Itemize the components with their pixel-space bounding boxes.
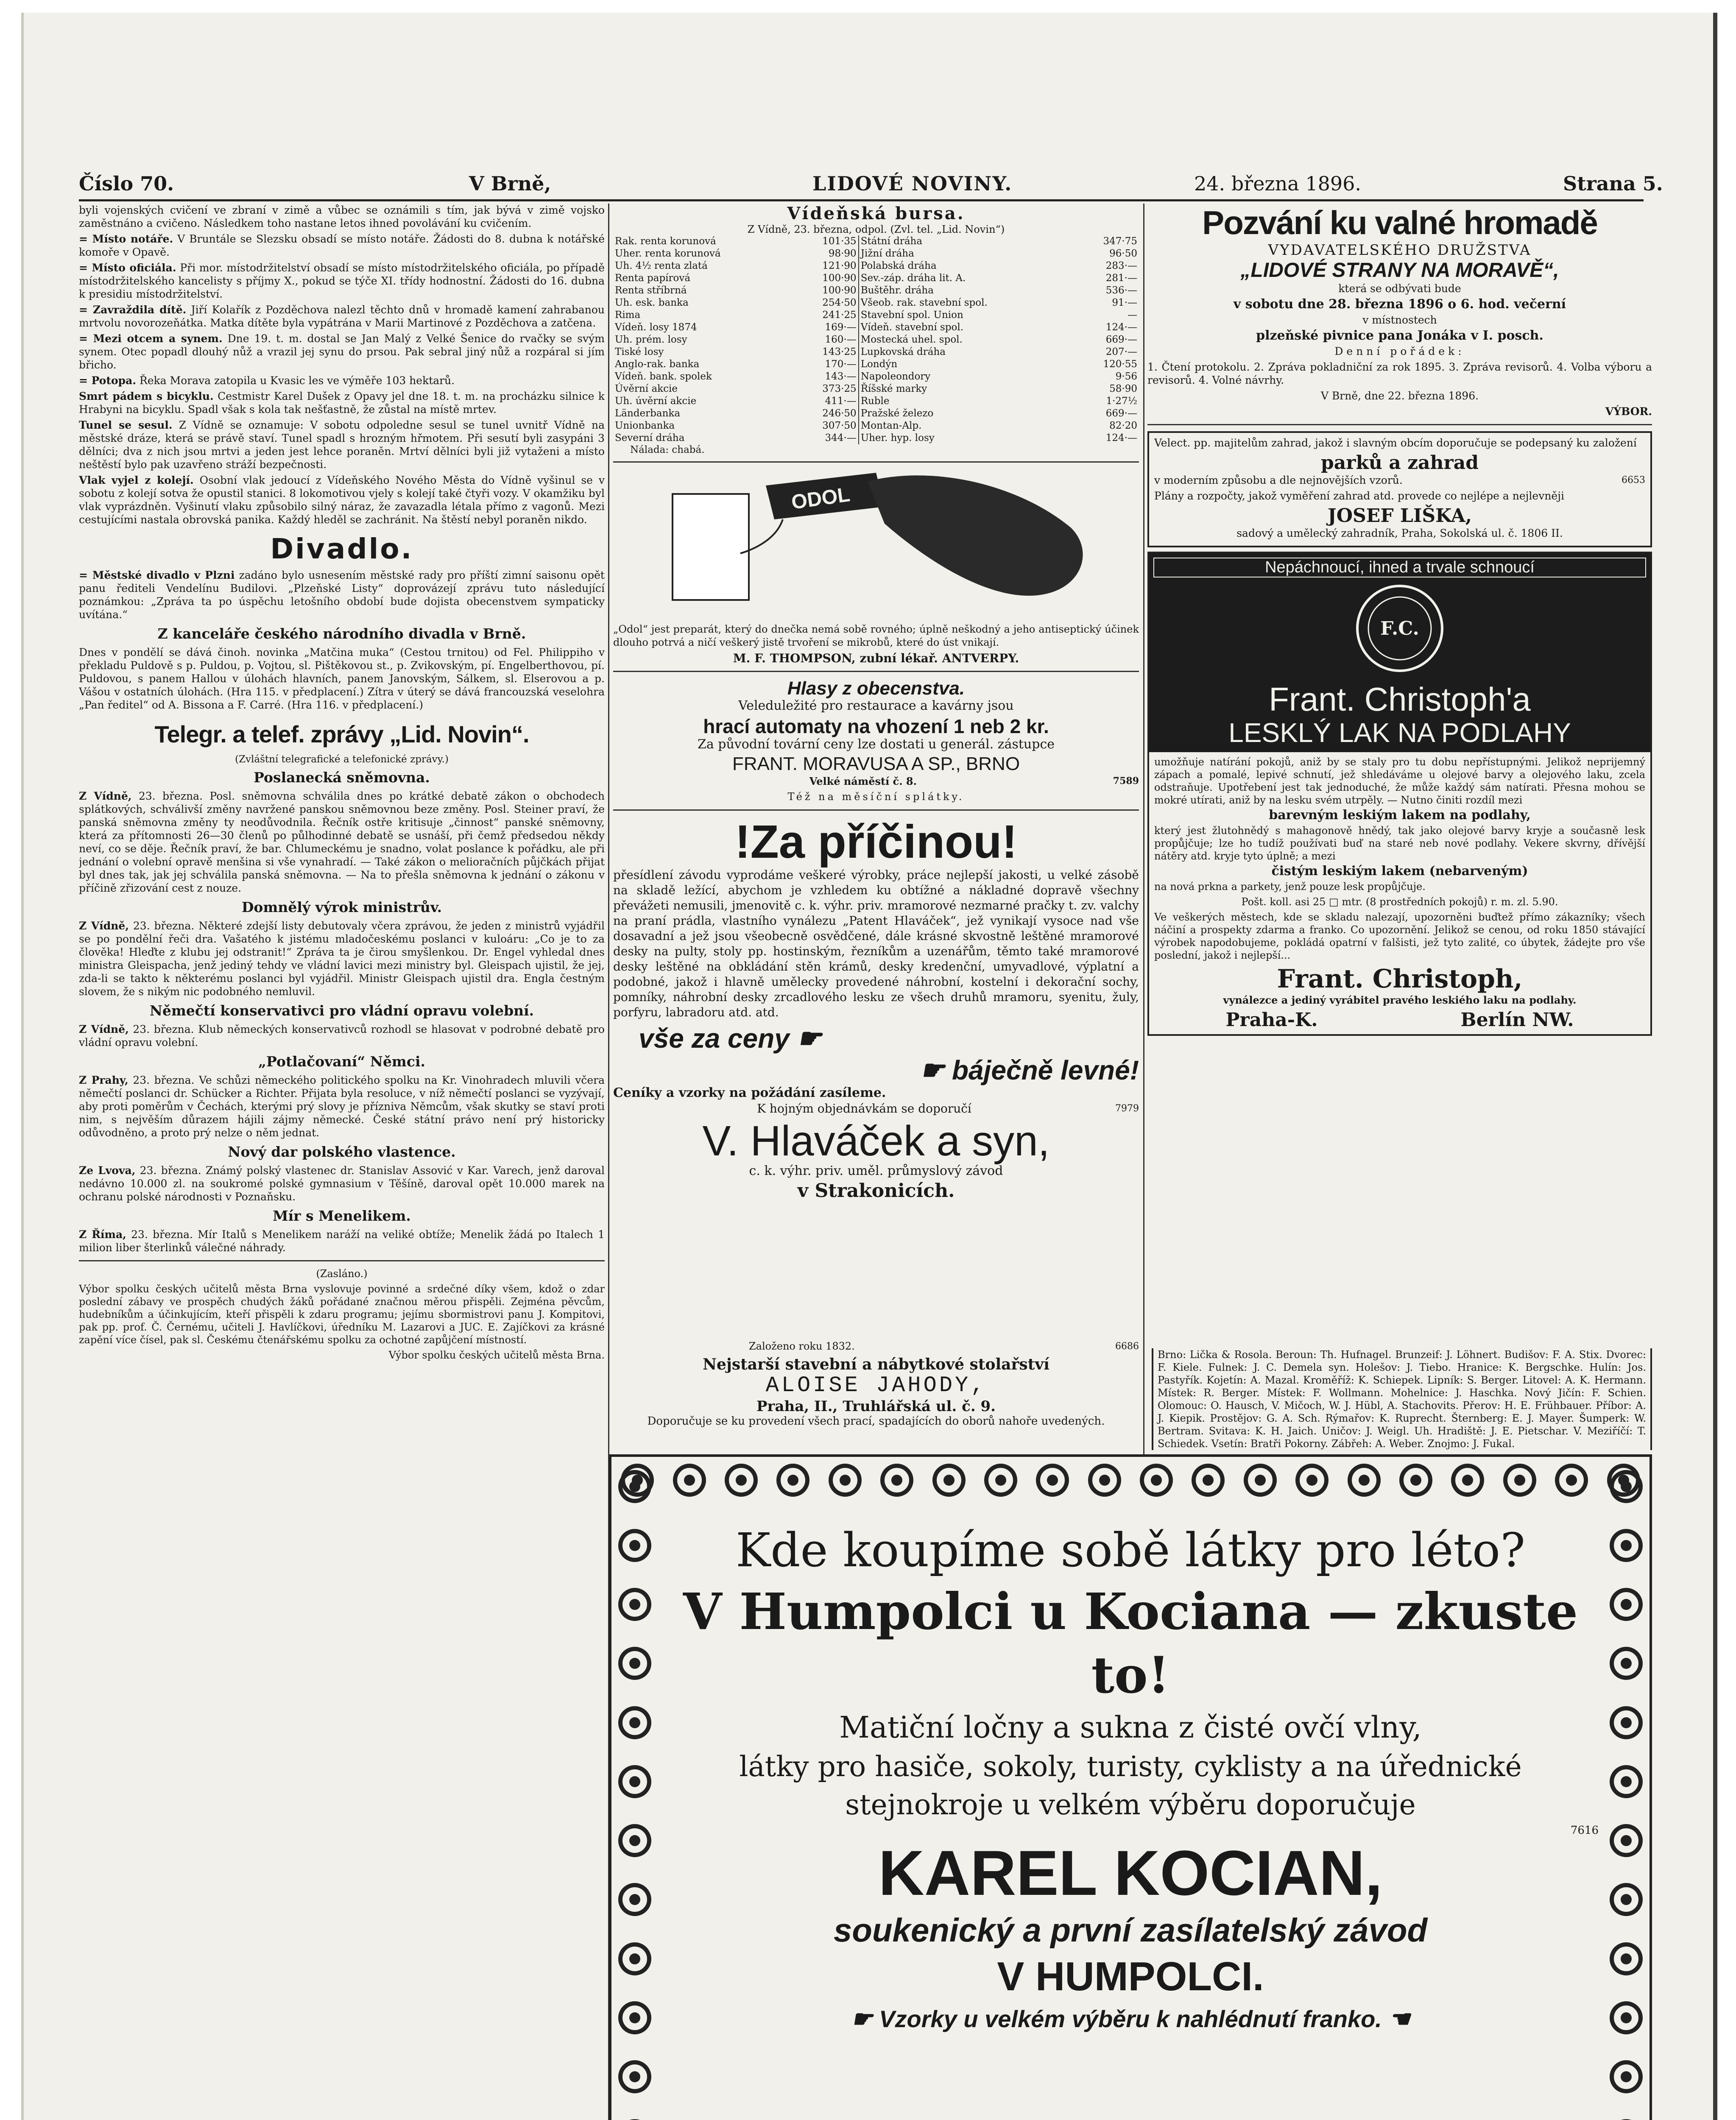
- liska-line1: Velect. pp. majitelům zahrad, jakož i slavným obcím doporučuje se podepsaný ku založení: [1154, 437, 1637, 449]
- odol-signature: M. F. THOMPSON, zubní lékař. ANTVERPY.: [733, 651, 1019, 665]
- bourse-value: 411·—: [795, 395, 858, 407]
- odol-text: „Odol“ jest preparát, který do dnečka nemá sobě rovného; úplně neškodný a jeho antiseptický účinek dlouho potrvá a ničí veškerý jistě trvoření se mikrobů, které do úst vnikají.: [613, 623, 1139, 648]
- bourse-name: Stavební spol. Union: [860, 310, 963, 321]
- pozvani-title: Pozvání ku valné hromadě: [1202, 204, 1597, 241]
- section-heading: Z kanceláře českého národního divadla v Brně.: [157, 625, 526, 642]
- christoph-city-1: Praha-K.: [1225, 1009, 1318, 1031]
- bourse-block: [613, 204, 1139, 455]
- christoph-firm-desc: vynálezce a jediný vyrábitel pravého leskiého laku na podlahy.: [1223, 994, 1577, 1006]
- bourse-name: Ruble: [860, 396, 890, 407]
- bourse-name: Sev.-záp. dráha lit. A.: [860, 273, 966, 284]
- pointing-hand-icon: ☛: [851, 2006, 873, 2032]
- kocian-line7: Vzorky u velkém výběru k nahlédnutí franko.: [879, 2006, 1382, 2032]
- news-item: Tunel se sesul. Z Vídně se oznamuje: V sobotu odpoledne sesul se tunel uvnitř Vídně na městské dráze, která se právě staví. Tunel spadl s hrozným hřmotem. Při sesutí byli zasypáni 3 dělníci; dva z nich jsou mrtvi a jeden jest lehce poraněn. Mrtví dělníci byli již vytaženi a místo neštěstí bylo pak uzavřeno stráží bezpečnosti.: [79, 419, 605, 471]
- header-rule: [79, 199, 1644, 201]
- svg-text:F.C.: F.C.: [1380, 618, 1419, 639]
- hlasy-line3: Za původní tovární ceny lze dostati u generál. zástupce: [697, 737, 1055, 752]
- divadlo-heading: Divadlo.: [270, 533, 413, 565]
- bourse-subtitle: Z Vídně, 23. března, odpol. (Zvl. tel. „Lid. Novin“): [747, 223, 1005, 235]
- news-item: Ze Lvova, 23. března. Známý polský vlastenec dr. Stanislav Assović v Kar. Varech, jenž daroval nedávno 10.000 zl. na soukromé polské gymnasium v Těšíně, daroval opět 10.000 marek na ochranu polské národnosti v Poznaňsku.: [79, 1164, 605, 1203]
- bourse-name: Polabská dráha: [860, 260, 937, 271]
- bourse-value: 669·—: [1105, 334, 1137, 345]
- bourse-name: Uh. esk. banka: [615, 297, 689, 308]
- bourse-value: 96·50: [1109, 248, 1137, 259]
- bourse-name: Renta stříbrná: [615, 285, 687, 296]
- news-title: = Potopa.: [79, 374, 137, 387]
- bourse-row: [613, 321, 1139, 334]
- kocian-name: KAREL KOCIAN,: [878, 1837, 1383, 1908]
- newspaper-page: [21, 13, 1717, 2120]
- hlasy-headline: hrací automaty na vhození 1 neb 2 kr.: [703, 715, 1049, 737]
- odol-ad: [613, 469, 1139, 665]
- section-heading: Mír s Menelikem.: [273, 1208, 411, 1224]
- bourse-value: 100·90: [795, 272, 858, 285]
- ornament-border-top: [611, 1457, 1649, 1504]
- bourse-value: 536·—: [1105, 285, 1137, 296]
- zaslano-text: Výbor spolku českých učitelů města Brna vyslovuje povinné a srdečné díky všem, kdož o zdar poslední zábavy ve prospěch chudých žáků pořádané značnou měrou přispěli. Zejména pěvcům, hudebníkům a účinkujícím, kteří přispěli k zdaru programu; jejímu sbormistrovi panu J. Kompitovi, pak pp. prof. Č. Černému, učiteli J. Havlíčkovi, úředníku M. Lazarovi a JUC. E. Zajíčkovi za krásné zapění více čísel, pak sl. Českému čtenářskému spolku za ochotné zapůjčení místností.: [79, 1283, 605, 1346]
- jahoda-name: ALOISE JAHODY,: [765, 1373, 987, 1398]
- christoph-text6: Pošt. koll. asi 25 □ mtr. (8 prostředních pokojů) r. m. zl. 5.90.: [1241, 896, 1558, 908]
- ad-number: 7979: [1115, 1103, 1139, 1114]
- news-item: Z Vídně, 23. března. Některé zdejší listy debutovaly včera zprávou, že jeden z ministrů vyjádřil se po pondělní řeči dra. Vašatého k jistému mladočeskému poslanci v kuloáru: „Co je to za člověka! Hleďte z klubu jej odstranit!“ Zpráva ta je čirou smyšlenkou. Dr. Engel vyhledal dnes ministra Gleispacha, jenž jediný tehdy ve vládní lavici mezi ministry byl. Gleispach ujistil, že jej, zda-li se takto k některému poslanci byl vyjádřil. Ministr Gleispach ujistil dra. Engla čestným slovem, že s nikým nic podobného nemluvil.: [79, 920, 605, 998]
- divider: [79, 1260, 605, 1261]
- hlasy-ad: [613, 678, 1139, 803]
- jahoda-line1: Nejstarší stavební a nábytkové stolařství: [703, 1356, 1049, 1373]
- christoph-text7: Ve veškerých městech, kde se skladu nalezají, upozorněni buďtež přímo zákazníky; všech náčiní a prospekty zdarma a franko. Co upozornění. Jelikož se cenou, od roku 1850 stávající výrobek napodobujeme, pokládá opatrní v falšisti, jež tyto zalité, co úbytek, žádejte pro vše poslední, jakož i nejlepší...: [1154, 911, 1645, 961]
- pozvani-ad: [1147, 204, 1652, 418]
- bourse-row: [613, 248, 1139, 260]
- christoph-banner: Nepáchnoucí, ihned a trvale schnoucí: [1153, 558, 1646, 577]
- hlavacek-title: !Za příčinou!: [734, 816, 1018, 868]
- pozvani-line2: v sobotu dne 28. března 1896 o 6. hod. večerní: [1233, 297, 1566, 312]
- news-item: Dnes v pondělí se dává činoh. novinka „Matčina muka“ (Cestou trnitou) od Fel. Philippiho v překladu Puldově s p. Puldou, p. Vojtou, sl. Pištěkovou st., p. Zvikovským, pí. Engelberthovou, pí. Puldovou, s panem Hallou v úlohách hlavních, panem Janovským, Sálkem, sl. Elserovou a p. Vášou v ostatních úlohách. (Hra 115. v předplacení.) Zítra v úterý se dává francouzská veselohra „Pan ředitel“ od A. Bissona a F. Carré. (Hra 116. v předplacení.): [79, 646, 605, 711]
- hlasy-small: Též na měsíční splátky.: [787, 791, 965, 803]
- christoph-firm: Frant. Christoph,: [1277, 964, 1523, 994]
- news-item: Vlak vyjel z kolejí. Osobní vlak jedoucí z Vídeňského Nového Města do Vídně vyšinul se v sobotu z kolejí sotva že opustil stanici. 8 lokomotivou vjely s kolejí také čtyři vozy. V okamžiku byl vlak vyprázdněn. Vyšinutí vlaku způsobilo silný náraz, že zavazadla létala přímo z vagonů. Mezi cestujícími nastala obrovská panika. Každý hleděl se zachránit. Na štěstí nebyl poraněn nikdo.: [79, 474, 605, 526]
- pozvani-line4: plzeňské pivnice pana Jonáka v I. posch.: [1256, 328, 1543, 343]
- column-rule-2: [1143, 204, 1144, 1454]
- news-item: Z Říma, 23. března. Mír Italů s Menelikem naráží na veliké obtíže; Menelik žádá po Italech 1 milion liber šterlinků válečné náhrady.: [79, 1228, 605, 1254]
- seal-icon: [1345, 577, 1455, 679]
- bourse-value: 98·90: [795, 248, 858, 260]
- news-item: = Místo oficiála. Při mor. místodržitelství obsadí se místo místodržitelského oficiála, po případě místodržitelského kancelisty s příjmy X., pokud se týče XI. třídy hodnostní. Žádosti do 16. dubna k presidiu místodržitelství.: [79, 262, 605, 300]
- liska-name: JOSEF LIŠKA,: [1327, 505, 1472, 527]
- news-title: = Mezi otcem a synem.: [79, 332, 223, 345]
- bourse-mood: Nálada: chabá.: [630, 444, 705, 455]
- bourse-name: Vídeň. losy 1874: [615, 322, 697, 333]
- liska-address: sadový a umělecký zahradník, Praha, Sokolská ul. č. 1806 II.: [1236, 527, 1563, 539]
- bourse-value: 373·25: [795, 383, 858, 395]
- news-title: Tunel se sesul.: [79, 419, 173, 431]
- glass-icon: [673, 494, 749, 600]
- bourse-name: Uh. úvěrní akcie: [615, 396, 697, 407]
- liska-headline: parků a zahrad: [1320, 452, 1479, 474]
- bourse-value: 207·—: [1105, 346, 1137, 357]
- place: V Brně,: [469, 172, 551, 195]
- news-item: = Potopa. Řeka Morava zatopila u Kvasic les ve výměře 103 hektarů.: [79, 374, 455, 387]
- bourse-name: Říšské marky: [860, 383, 927, 394]
- liska-ad: [1147, 431, 1652, 547]
- pozvani-program: 1. Čtení protokolu. 2. Zpráva pokladniční za rok 1895. 3. Zpráva revisorů. 4. Volba výboru a revisorů. 4. Volné návrhy.: [1147, 361, 1652, 386]
- kocian-ad: [609, 1454, 1652, 2120]
- kocian-line6: soukenický a první zasílatelský závod: [833, 1911, 1428, 1949]
- section-heading: Nový dar polského vlastence.: [228, 1144, 456, 1160]
- bourse-row: [613, 260, 1139, 272]
- bourse-value: 307·50: [795, 420, 858, 432]
- bourse-value: 120·55: [1103, 359, 1137, 370]
- hlavacek-ad: [613, 817, 1139, 1202]
- page-number: Strana 5.: [1563, 172, 1663, 195]
- bourse-value: 100·90: [795, 285, 858, 297]
- bourse-name: Uher. hyp. losy: [860, 432, 935, 444]
- telegr-heading: Telegr. a telef. zprávy „Lid. Novin“.: [154, 721, 529, 748]
- hlavacek-hojnym: K hojným objednávkám se doporučí: [757, 1102, 971, 1116]
- bourse-row: [613, 432, 1139, 444]
- bourse-name: Státní dráha: [860, 236, 923, 247]
- issue-number: Číslo 70.: [79, 172, 174, 195]
- bourse-value: 281·—: [1105, 273, 1137, 284]
- bourse-row: [613, 383, 1139, 395]
- christoph-text5: na nová prkna a parkety, jenž pouze lesk propůjčuje.: [1154, 881, 1426, 893]
- bourse-row: [613, 297, 1139, 309]
- jahoda-address: Praha, II., Truhlářská ul. č. 9.: [756, 1398, 996, 1415]
- zaslano-sign: Výbor spolku českých učitelů města Brna.: [388, 1349, 605, 1361]
- bourse-value: 101·35: [795, 235, 858, 248]
- telegr-subheading: (Zvláštní telegrafické a telefonické zprávy.): [235, 754, 449, 765]
- ads-column-right: [1147, 204, 1652, 1454]
- bourse-value: 169·—: [795, 321, 858, 334]
- bourse-name: Severní dráha: [615, 432, 685, 444]
- bourse-name: Renta papírová: [615, 273, 691, 284]
- bourse-row: [613, 309, 1139, 321]
- pozvani-org2: „LIDOVÉ STRANY NA MORAVĚ“,: [1240, 259, 1559, 282]
- kocian-line2: V Humpolci u Kociana — zkuste to!: [683, 1582, 1578, 1704]
- bourse-value: 170·—: [795, 358, 858, 371]
- hlavacek-firm: V. Hlaváček a syn,: [702, 1117, 1050, 1165]
- bourse-name: Tiské losy: [615, 346, 664, 357]
- news-item: Z Vídně, 23. března. Posl. sněmovna schválila dnes po krátké debatě zákon o obchodech splátkových, schválivší změny navržené panskou sněmovnou beze změny. Posl. Steiner praví, že panská sněmovna změny ty neodůvodnila. Řečník ostře kritisuje „činnost“ panské sněmovny, která za přítomnosti 26—30 členů po půlhodinné debatě se usnáší, při čemž předsedou někdy neví, co se děje. Řečník praví, že bar. Chlumeckému je snadno, volat poslance k pořádku, ale při jednání o volební opravě menšina si vše vynahradí. — Také zákon o melioračních půjčkách přijat byl dnes tak, jak jej schválila panská sněmovna. — Na to přešla sněmovna k jednání o zákonu v příčině zřizování cest z nouze.: [79, 790, 605, 894]
- bourse-row: [613, 395, 1139, 407]
- hlavacek-text: přesídlení závodu vyprodáme veškeré výrobky, práce nejlepší jakosti, u velké zásobě na skladě ležící, abychom je vzhledem ku obtížné a nákladné dopravě všechny převážeti nemusili, jmenovitě c. k. výhr. priv. mramorové nezmarné pračky t. zv. valchy na praní prádla, vlastního vynálezu „Patent Hlaváček“, jež vynikají vysoce nad vše dosavadní a jež jsou všeobecně osvědčené, dále krásné skvostně leštěné mramorové desky na pulty, stoly pp. hostinským, řezníkům a uzenářům, těmto také mramorové desky leštěné na obkládání stěn krámů, desky kredenční, umyvadlové, výplatní a podobné, jakož i hlavně umělecky provedené náhrobní, kostelní i dekorační sochy, pomníky, náhrobní desky zrcadlového lesku ze všech druhů mramoru, syenitu, žuly, porfyru, labradoru atd. atd.: [613, 868, 1139, 1019]
- news-item: = Mezi otcem a synem. Dne 19. t. m. dostal se Jan Malý z Velké Šenice do rvačky se svým synem. Otec popadl dlouhý nůž a vrazil jej synu do prsou. Pak sebral jiný nůž a rozpáral si jím břicho.: [79, 332, 605, 371]
- bourse-name: Napoleondory: [860, 371, 931, 382]
- kocian-line3: Matiční ločny a sukna z čisté ovčí vlny,: [839, 1710, 1422, 1745]
- divider: [613, 809, 1139, 811]
- bourse-value: 160·—: [795, 334, 858, 346]
- bourse-name: Mostecká uhel. spol.: [860, 334, 963, 345]
- bourse-value: 82·20: [1109, 420, 1137, 431]
- paper-title: LIDOVÉ NOVINY.: [812, 172, 1013, 195]
- divider: [613, 671, 1139, 672]
- christoph-text2: barevným leskiým lakem na podlahy,: [1269, 808, 1531, 823]
- bourse-name: Rak. renta korunová: [615, 236, 716, 247]
- bourse-name: Všeob. rak. stavební spol.: [860, 297, 988, 308]
- pozvani-org1: VYDAVATELSKÉHO DRUŽSTVA: [1268, 242, 1532, 259]
- bourse-name: Unionbanka: [615, 420, 675, 431]
- bourse-value: 241·25: [795, 309, 858, 321]
- kocian-line1: Kde koupíme sobě látky pro léto?: [735, 1523, 1526, 1577]
- news-item: Smrt pádem s bicyklu. Cestmistr Karel Dušek z Opavy jel dne 18. t. m. na procházku silnice k Hrabyni na bicyklu. Spadl však s kola tak nešťastně, že zůstal na místě mrtev.: [79, 390, 605, 416]
- christoph-text1: umožňuje natírání pokojů, aniž by se staly pro tu dobu nepřístupnými. Jelikož neprijemný zápach a pomalé, lepivé schnutí, jež shledáváme u olejové barvy a olejového laku, zcela odstraňuje. Upotřebení jest tak jednoduché, že může každý sám natírati. Přesna mohou se mokré utírati, aniž by na lesku svém utrpěly. — Nutno činiti rozdíl mezi: [1154, 756, 1645, 806]
- pointing-hand-icon: ☚: [1388, 2006, 1410, 2032]
- hlavacek-desc: c. k. výhr. priv. uměl. průmyslový závod: [749, 1163, 1003, 1178]
- bourse-row: [613, 371, 1139, 383]
- section-heading: Domnělý výrok ministrův.: [241, 899, 442, 915]
- ad-number: 6686: [1115, 1341, 1139, 1352]
- section-heading: Poslanecká sněmovna.: [254, 769, 430, 786]
- ad-number: 7589: [1113, 775, 1139, 787]
- news-item: Z Vídně, 23. března. Klub německých konservativců rozhodl se hlasovat v podrobné debatě pro vládní opravu volební.: [79, 1023, 605, 1049]
- bourse-value: —: [1128, 310, 1137, 321]
- bourse-name: Jižní dráha: [860, 248, 914, 259]
- news-title: Smrt pádem s bicyklu.: [79, 390, 214, 402]
- hlasy-firm: FRANT. MORAVUSA A SP., BRNO: [732, 753, 1020, 774]
- news-title: = Zavraždila dítě.: [79, 304, 187, 316]
- bourse-title: Vídeňská bursa.: [787, 204, 965, 223]
- intro-paragraph: byli vojenských cvičení ve zbraní v zimě a vůbec se oznámili s tím, jak bývá v zimě vojsko zaměstnáno a cvičeno. Následkem toho nastane letos ihned povolávání ku cvičením.: [79, 204, 605, 229]
- kocian-line5: stejnokroje u velkém výběru doporučuje: [845, 1788, 1416, 1821]
- bourse-row: [613, 358, 1139, 371]
- bourse-row: [613, 272, 1139, 285]
- news-item: = Městské divadlo v Plzni zadáno bylo usnesením městské rady pro příští zimní saisonu opět panu řediteli Vendelínu Budilovi. „Plzeňské Listy“ doprovázejí zprávu tuto následující poznámkou: „Zpráva ta po úspěchu letošního období bude dojista obecenstvem sympaticky uvítána.“: [79, 569, 605, 621]
- bourse-value: 143·—: [795, 371, 858, 383]
- hlasy-title: Hlasy z obecenstva.: [787, 678, 965, 699]
- bourse-row: [613, 420, 1139, 432]
- bourse-name: Buštěhr. dráha: [860, 285, 934, 296]
- christoph-text3: který jest žlutohnědý s mahagonově hnědý, tak jako olejové barvy kryje a současně lesk propůjčuje; lze ho tudíž používati buď na staré neb nové podlahy. Vekere skvrny, dřívější nátěry atd. kryje tyto úplně; a mezi: [1154, 825, 1645, 862]
- bourse-name: Vídeň. bank. spolek: [615, 371, 712, 382]
- christoph-text4: čistým leskiým lakem (nebarveným): [1271, 864, 1528, 879]
- kocian-line4: látky pro hasiče, sokoly, turisty, cyklisty a na úřednické: [739, 1750, 1522, 1783]
- pozvani-program-title: Denní pořádek:: [1334, 345, 1465, 357]
- christoph-depots: Brno: Lička & Rosola. Beroun: Th. Hufnagel. Brunzeif: J. Löhnert. Budišov: F. A. Stix. Dvorec: F. Kiele. Fulnek: J. C. Demela syn. Holešov: J. Tiebo. Hranice: K. Bergschke. Hulín: Jos. Pastyřík. Kojetín: A. Mazal. Kroměříž: K. Schiepek. Lipník: S. Berger. Litovel: A. K. Hermann. Místek: R. Berger. Místek: F. Wollmann. Mohelnice: J. Haschka. Nový Jičín: F. Schien. Olomouc: O. Hausch, V. Mičoch, W. J. Hübl, A. Stachovits. Přerov: H. E. Frühbauer. Příbor: A. J. Kiepik. Prostějov: G. A. Sch. Rýmařov: K. Ruprecht. Šternberg: E. J. Mayer. Šumperk: W. Bertram. Svitava: K. H. Jaich. Uničov: J. Weigl. Uh. Hradiště: J. E. Pietschar. V. Meziříčí: T. Schiedek. Vsetín: Bratři Pokorny. Zábřeh: A. Weber. Znojmo: J. Fukal.: [1152, 1348, 1652, 1450]
- liska-line2: v moderním způsobu a dle nejnovějších vzorů.: [1154, 474, 1403, 486]
- news-title: Vlak vyjel z kolejí.: [79, 474, 194, 486]
- pozvani-sign-place: V Brně, dne 22. března 1896.: [1320, 390, 1479, 402]
- christoph-name: Frant. Christoph'a: [1269, 681, 1531, 718]
- bourse-value: 124·—: [1105, 432, 1137, 444]
- bourse-name: Montan-Alp.: [860, 420, 922, 431]
- section-heading: „Potlačovaní“ Němci.: [258, 1053, 425, 1070]
- bourse-row: [613, 334, 1139, 346]
- christoph-city-2: Berlín NW.: [1460, 1009, 1574, 1031]
- issue-date: 24. března 1896.: [1194, 172, 1362, 195]
- kocian-town: V HUMPOLCI.: [997, 1954, 1264, 1999]
- ornament-border-left: [611, 1457, 658, 2120]
- news-title: = Místo oficiála.: [79, 262, 176, 274]
- divider: [613, 461, 1139, 463]
- bourse-value: 121·90: [795, 260, 858, 272]
- bourse-value: 344·—: [795, 432, 858, 444]
- bourse-value: 347·75: [1103, 236, 1137, 247]
- jahoda-founded: Založeno roku 1832.: [749, 1340, 855, 1352]
- section-heading: Němečtí konservativci pro vládní opravu volební.: [149, 1002, 534, 1019]
- bourse-value: 91·—: [1112, 297, 1137, 308]
- ad-number: 6653: [1622, 475, 1645, 485]
- bourse-row: [613, 235, 1139, 248]
- ads-column-middle: [613, 204, 1139, 1454]
- bourse-name: Londýn: [860, 359, 898, 370]
- zaslano-title: (Zasláno.): [316, 1268, 368, 1280]
- bourse-name: Pražské železo: [860, 408, 934, 419]
- bourse-name: Uh. prém. losy: [615, 334, 687, 345]
- bourse-value: 254·50: [795, 297, 858, 309]
- bourse-value: 283·—: [1105, 260, 1137, 271]
- christoph-product: LESKLÝ LAK NA PODLAHY: [1228, 717, 1571, 748]
- pointing-hand-icon: ☛: [797, 1023, 821, 1054]
- news-item: = Zavraždila dítě. Jiří Kolařík z Pozděchova nalezl těchto dnů v hromadě kamení zahrabanou mrtvolu novorozeňátka. Matka dítěte byla vypátrána v Marii Martinové z Pozděchova a zatčena.: [79, 304, 605, 329]
- bourse-row: [613, 407, 1139, 420]
- bourse-table: [613, 235, 1139, 444]
- pozvani-sign: VÝBOR.: [1605, 405, 1652, 418]
- jahoda-line4: Doporučuje se ku provedení všech prací, spadajících do oborů nahoře uvedených.: [647, 1415, 1105, 1428]
- bourse-value: 246·50: [795, 407, 858, 420]
- hand-icon: [868, 475, 1083, 596]
- slogan-1: vše za ceny: [639, 1023, 790, 1054]
- bourse-name: Úvěrní akcie: [615, 383, 678, 394]
- bourse-value: 1·27½: [1106, 396, 1137, 407]
- bourse-name: Vídeň. stavební spol.: [860, 322, 964, 333]
- divider: [1147, 424, 1652, 425]
- bourse-row: [613, 285, 1139, 297]
- news-item: = Místo notáře. V Bruntále se Slezsku obsadí se místo notáře. Žádosti do 8. dubna k notářské komoře v Opavě.: [79, 233, 605, 258]
- pozvani-line3: v místnostech: [1362, 314, 1437, 326]
- pointing-hand-icon: ☛: [920, 1055, 945, 1085]
- bourse-value: 9·56: [1115, 371, 1137, 382]
- bourse-name: Länderbanka: [615, 408, 681, 419]
- christoph-ad: [1147, 552, 1652, 1036]
- bourse-value: 143·25: [795, 346, 858, 358]
- bourse-name: Rima: [615, 310, 641, 321]
- ad-number: 7616: [1570, 1824, 1599, 1837]
- pozvani-line1: která se odbývati bude: [1338, 282, 1461, 295]
- bourse-value: 124·—: [1105, 322, 1137, 333]
- slogan-2: báječně levné!: [952, 1055, 1139, 1085]
- news-item: Z Prahy, 23. března. Ve schůzi německého politického spolku na Kr. Vinohradech mluvili včera němečtí poslanci dr. Schücker a Richter. Přijata byla resoluce, v níž němečtí poslanci se vyzývají, aby proti poměrům v Čechách, kterými prý slovy je přízniva Němcům, však skutky se staví proti nim, s nejvěším důrazem hájili zájmy německé. České státní právo není prý historicky odůvodněno, a proto prý nelze o něm jednat.: [79, 1074, 605, 1139]
- short-news: [79, 232, 605, 526]
- bourse-name: Lupkovská dráha: [860, 346, 946, 357]
- news-column: [79, 204, 605, 2120]
- ornament-border-right: [1603, 1457, 1649, 2120]
- hlasy-line1: Veleduležité pro restaurace a kavárny jsou: [738, 698, 1014, 713]
- hlavacek-town: v Strakonicích.: [797, 1180, 955, 1202]
- hand-bottle-illustration: [613, 469, 1139, 621]
- hlasy-address: Velké náměstí č. 8.: [809, 775, 917, 787]
- jahoda-ad: [613, 1340, 1139, 1450]
- bourse-value: 58·90: [1109, 383, 1137, 394]
- bourse-row: [613, 346, 1139, 358]
- hlavacek-cenik: Ceníky a vzorky na požádání zasíleme.: [613, 1085, 886, 1100]
- bourse-name: Uher. renta korunová: [615, 248, 721, 259]
- news-title: = Místo notáře.: [79, 233, 173, 245]
- bourse-name: Uh. 4½ renta zlatá: [615, 260, 708, 271]
- bourse-name: Anglo-rak. banka: [615, 359, 700, 370]
- bourse-value: 669·—: [1105, 408, 1137, 419]
- bottle-label: ODOL: [790, 483, 851, 514]
- liska-line3: Plány a rozpočty, jakož vyměření zahrad atd. provede co nejlépe a nejlevněji: [1154, 490, 1564, 502]
